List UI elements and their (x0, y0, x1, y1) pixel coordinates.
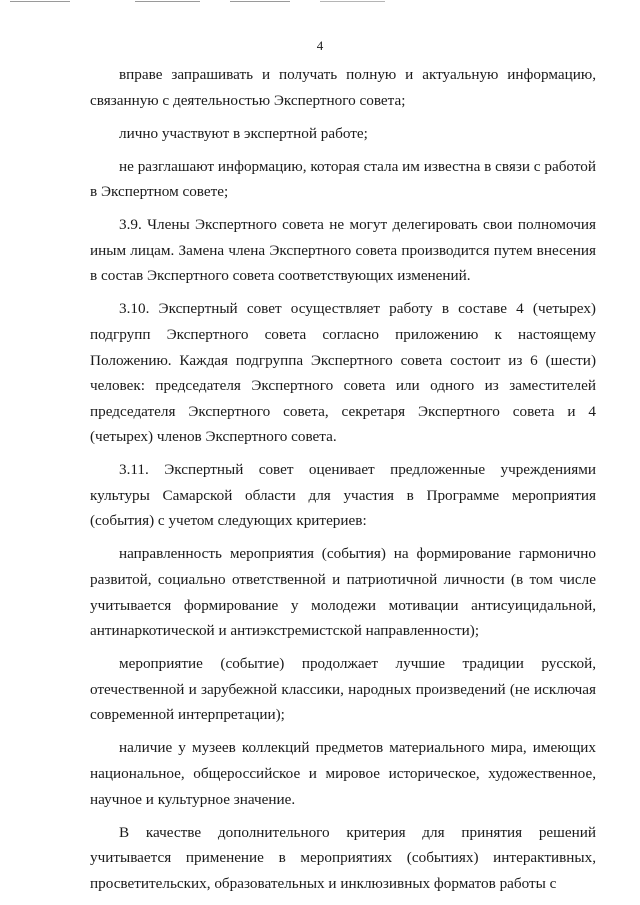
paragraph-3-10: 3.10. Экспертный совет осуществляет работу в составе 4 (четырех) подгрупп Экспертного совета согласно приложению к настоящему Положению. Каждая подгруппа Экспертного совета состоит из 6 (шести) человек: председателя Экспертного совета или одного из заместителей председателя Экспертного совета, секретаря Экспертного совета и 4 (четырех) членов Экспертного совета. (90, 300, 596, 446)
scan-line (230, 1, 290, 2)
scan-artifact-lines (0, 0, 640, 6)
paragraph-3-9: 3.9. Члены Экспертного совета не могут делегировать свои полномочия иным лицам. Замена члена Экспертного совета производится путем внесения в состав Экспертного совета соответствующих изменений. (90, 216, 596, 285)
paragraph-criterion-classic-traditions: мероприятие (событие) продолжает лучшие традиции русской, отечественной и зарубежной классики, народных произведений (не исключая современной интерпретации); (90, 655, 596, 724)
paragraph-criterion-museum-collections: наличие у музеев коллекций предметов материального мира, имеющих национальное, общероссийское и мировое историческое, художественное, научное и культурное значение. (90, 739, 596, 808)
paragraph-rights-request-info: вправе запрашивать и получать полную и актуальную информацию, связанную с деятельностью Экспертного совета; (90, 66, 596, 109)
scan-line (320, 1, 385, 2)
paragraph-additional-criterion: В качестве дополнительного критерия для принятия решений учитывается применение в мероприятиях (событиях) интерактивных, просветительских, образовательных и инклюзивных форматов работы с (90, 823, 596, 892)
paragraph-3-11: 3.11. Экспертный совет оценивает предложенные учреждениями культуры Самарской области для участия в Программе мероприятия (события) с учетом следующих критериев: (90, 461, 596, 530)
scan-line (10, 1, 70, 2)
scan-line (135, 1, 200, 2)
document-body (90, 62, 596, 904)
paragraph-criterion-harmonious-personality: направленность мероприятия (события) на формирование гармонично развитой, социально ответственной и патриотичной личности (в том числе учитывается формирование у молодежи мотивации антисуицидальной, антинаркотической и антиэкстремистской направленности); (90, 545, 596, 640)
page-number: 4 (316, 38, 324, 53)
paragraph-non-disclosure: не разглашают информацию, которая стала им известна в связи с работой в Экспертном совете; (90, 157, 596, 201)
paragraph-personal-participation: лично участвуют в экспертной работе; (119, 124, 368, 142)
